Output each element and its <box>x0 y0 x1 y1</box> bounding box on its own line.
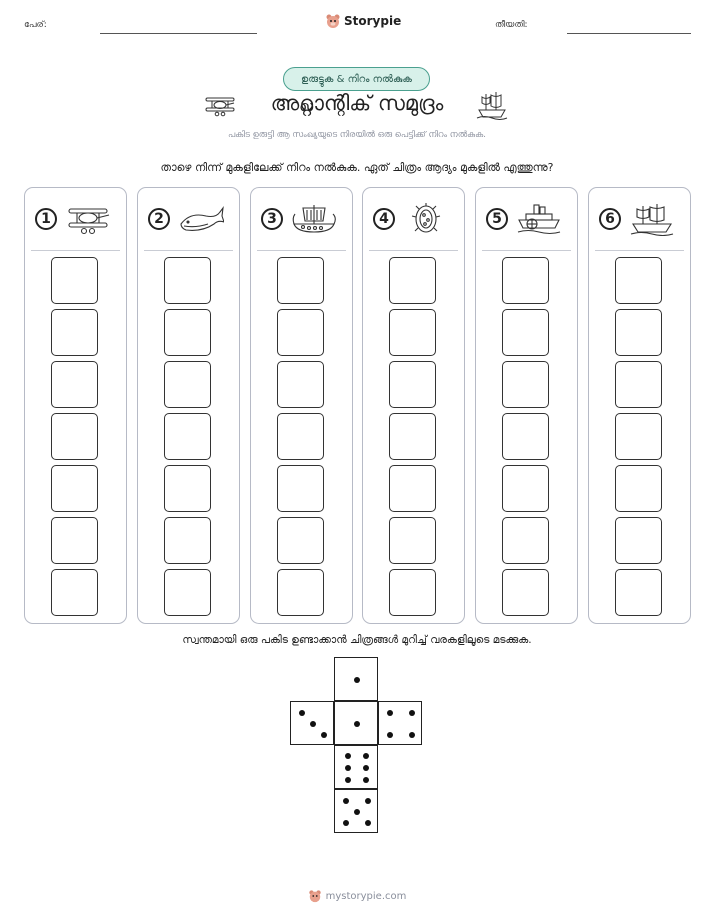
color-box[interactable] <box>164 465 211 512</box>
color-box[interactable] <box>502 309 549 356</box>
pip-dot <box>345 753 351 759</box>
color-box[interactable] <box>389 413 436 460</box>
date-label: തീയതി: <box>495 20 528 30</box>
name-label: പേര്: <box>24 20 47 30</box>
steamboat-icon <box>516 202 562 236</box>
brand-name: Storypie <box>344 14 402 28</box>
instruction-text: താഴെ നിന്ന് മുകളിലേക്ക് നിറം നൽകുക. ഏത് ചിത്രം ആദ്യം മുകളിൽ എത്തുന്നു? <box>160 161 554 174</box>
bear-mascot-icon <box>308 889 322 903</box>
die-face-right <box>378 701 422 745</box>
color-box[interactable] <box>502 361 549 408</box>
color-box[interactable] <box>277 309 324 356</box>
column-divider <box>257 250 346 251</box>
dice-column-4 <box>362 187 465 624</box>
color-box[interactable] <box>615 361 662 408</box>
color-box[interactable] <box>51 309 98 356</box>
color-box[interactable] <box>615 309 662 356</box>
column-divider <box>31 250 120 251</box>
color-box[interactable] <box>277 517 324 564</box>
column-header <box>363 188 464 252</box>
pip-dot <box>409 710 415 716</box>
color-box[interactable] <box>389 257 436 304</box>
column-divider <box>595 250 684 251</box>
pip-dot <box>343 798 349 804</box>
pip-dot <box>354 721 360 727</box>
pip-dot <box>354 677 360 683</box>
die-face-bottom <box>334 789 378 833</box>
column-header <box>251 188 352 252</box>
sailing-ship-title-icon <box>476 90 508 120</box>
color-box[interactable] <box>277 257 324 304</box>
footer-url[interactable]: mystorypie.com <box>325 890 407 902</box>
color-box[interactable] <box>502 257 549 304</box>
name-line[interactable] <box>100 33 257 34</box>
page-title: അറ്റ്ലാന്റിക് സമുദ്രം <box>270 91 444 115</box>
color-box[interactable] <box>502 517 549 564</box>
color-box[interactable] <box>164 361 211 408</box>
column-number: 6 <box>599 208 621 230</box>
column-number: 5 <box>486 208 508 230</box>
pip-dot <box>345 777 351 783</box>
color-box[interactable] <box>502 465 549 512</box>
viking-ship-icon <box>291 202 337 236</box>
color-box[interactable] <box>164 309 211 356</box>
color-box[interactable] <box>51 257 98 304</box>
pip-dot <box>387 732 393 738</box>
die-face-below <box>334 745 378 789</box>
color-box[interactable] <box>389 465 436 512</box>
bear-mascot-icon <box>325 13 341 29</box>
pip-dot <box>310 721 316 727</box>
color-box[interactable] <box>389 569 436 616</box>
date-line[interactable] <box>567 33 691 34</box>
dice-net-instruction: സ്വന്തമായി ഒരു പകിട ഉണ്ടാക്കാൻ ചിത്രങ്ങൾ മുറിച്ച് വരകളിലൂടെ മടക്കുക. <box>182 634 532 646</box>
plankton-icon <box>403 202 449 236</box>
column-divider <box>369 250 458 251</box>
pip-dot <box>354 809 360 815</box>
column-number: 2 <box>148 208 170 230</box>
pip-dot <box>321 732 327 738</box>
color-box[interactable] <box>615 569 662 616</box>
column-number: 3 <box>261 208 283 230</box>
color-box[interactable] <box>51 413 98 460</box>
color-box[interactable] <box>389 309 436 356</box>
page-subtitle: പകിട ഉരുട്ടി ആ സംഖ്യയുടെ നിരയിൽ ഒരു പെട്ടിക്ക് നിറം നൽകുക. <box>228 130 486 140</box>
die-face-center <box>334 701 378 745</box>
pip-dot <box>343 820 349 826</box>
dice-column-6 <box>588 187 691 624</box>
color-box[interactable] <box>277 413 324 460</box>
color-box[interactable] <box>502 413 549 460</box>
color-box[interactable] <box>164 413 211 460</box>
column-header <box>589 188 690 252</box>
color-box[interactable] <box>615 465 662 512</box>
column-header <box>476 188 577 252</box>
sailing-ship-icon <box>629 202 675 236</box>
activity-badge: ഉരുട്ടുക & നിറം നൽകുക <box>283 67 430 91</box>
footer <box>0 889 714 903</box>
column-header <box>138 188 239 252</box>
brand-logo <box>325 13 401 29</box>
column-divider <box>144 250 233 251</box>
whale-icon <box>178 202 224 236</box>
color-box[interactable] <box>615 413 662 460</box>
color-box[interactable] <box>164 569 211 616</box>
column-number: 4 <box>373 208 395 230</box>
color-box[interactable] <box>502 569 549 616</box>
pip-dot <box>409 732 415 738</box>
color-box[interactable] <box>615 257 662 304</box>
color-box[interactable] <box>51 569 98 616</box>
pip-dot <box>363 777 369 783</box>
color-box[interactable] <box>389 517 436 564</box>
dice-column-3 <box>250 187 353 624</box>
die-face-left <box>290 701 334 745</box>
die-face-top <box>334 657 378 701</box>
column-number: 1 <box>35 208 57 230</box>
dice-column-2 <box>137 187 240 624</box>
dice-column-1 <box>24 187 127 624</box>
color-box[interactable] <box>51 517 98 564</box>
pip-dot <box>299 710 305 716</box>
color-box[interactable] <box>277 569 324 616</box>
color-box[interactable] <box>389 361 436 408</box>
column-divider <box>482 250 571 251</box>
pip-dot <box>363 765 369 771</box>
color-box[interactable] <box>277 465 324 512</box>
pip-dot <box>363 753 369 759</box>
color-box[interactable] <box>164 517 211 564</box>
pip-dot <box>345 765 351 771</box>
color-box[interactable] <box>615 517 662 564</box>
color-box[interactable] <box>51 465 98 512</box>
dice-column-5 <box>475 187 578 624</box>
pip-dot <box>387 710 393 716</box>
biplane-icon <box>65 202 111 236</box>
color-box[interactable] <box>164 257 211 304</box>
column-header <box>25 188 126 252</box>
color-box[interactable] <box>51 361 98 408</box>
pip-dot <box>365 798 371 804</box>
color-box[interactable] <box>277 361 324 408</box>
pip-dot <box>365 820 371 826</box>
